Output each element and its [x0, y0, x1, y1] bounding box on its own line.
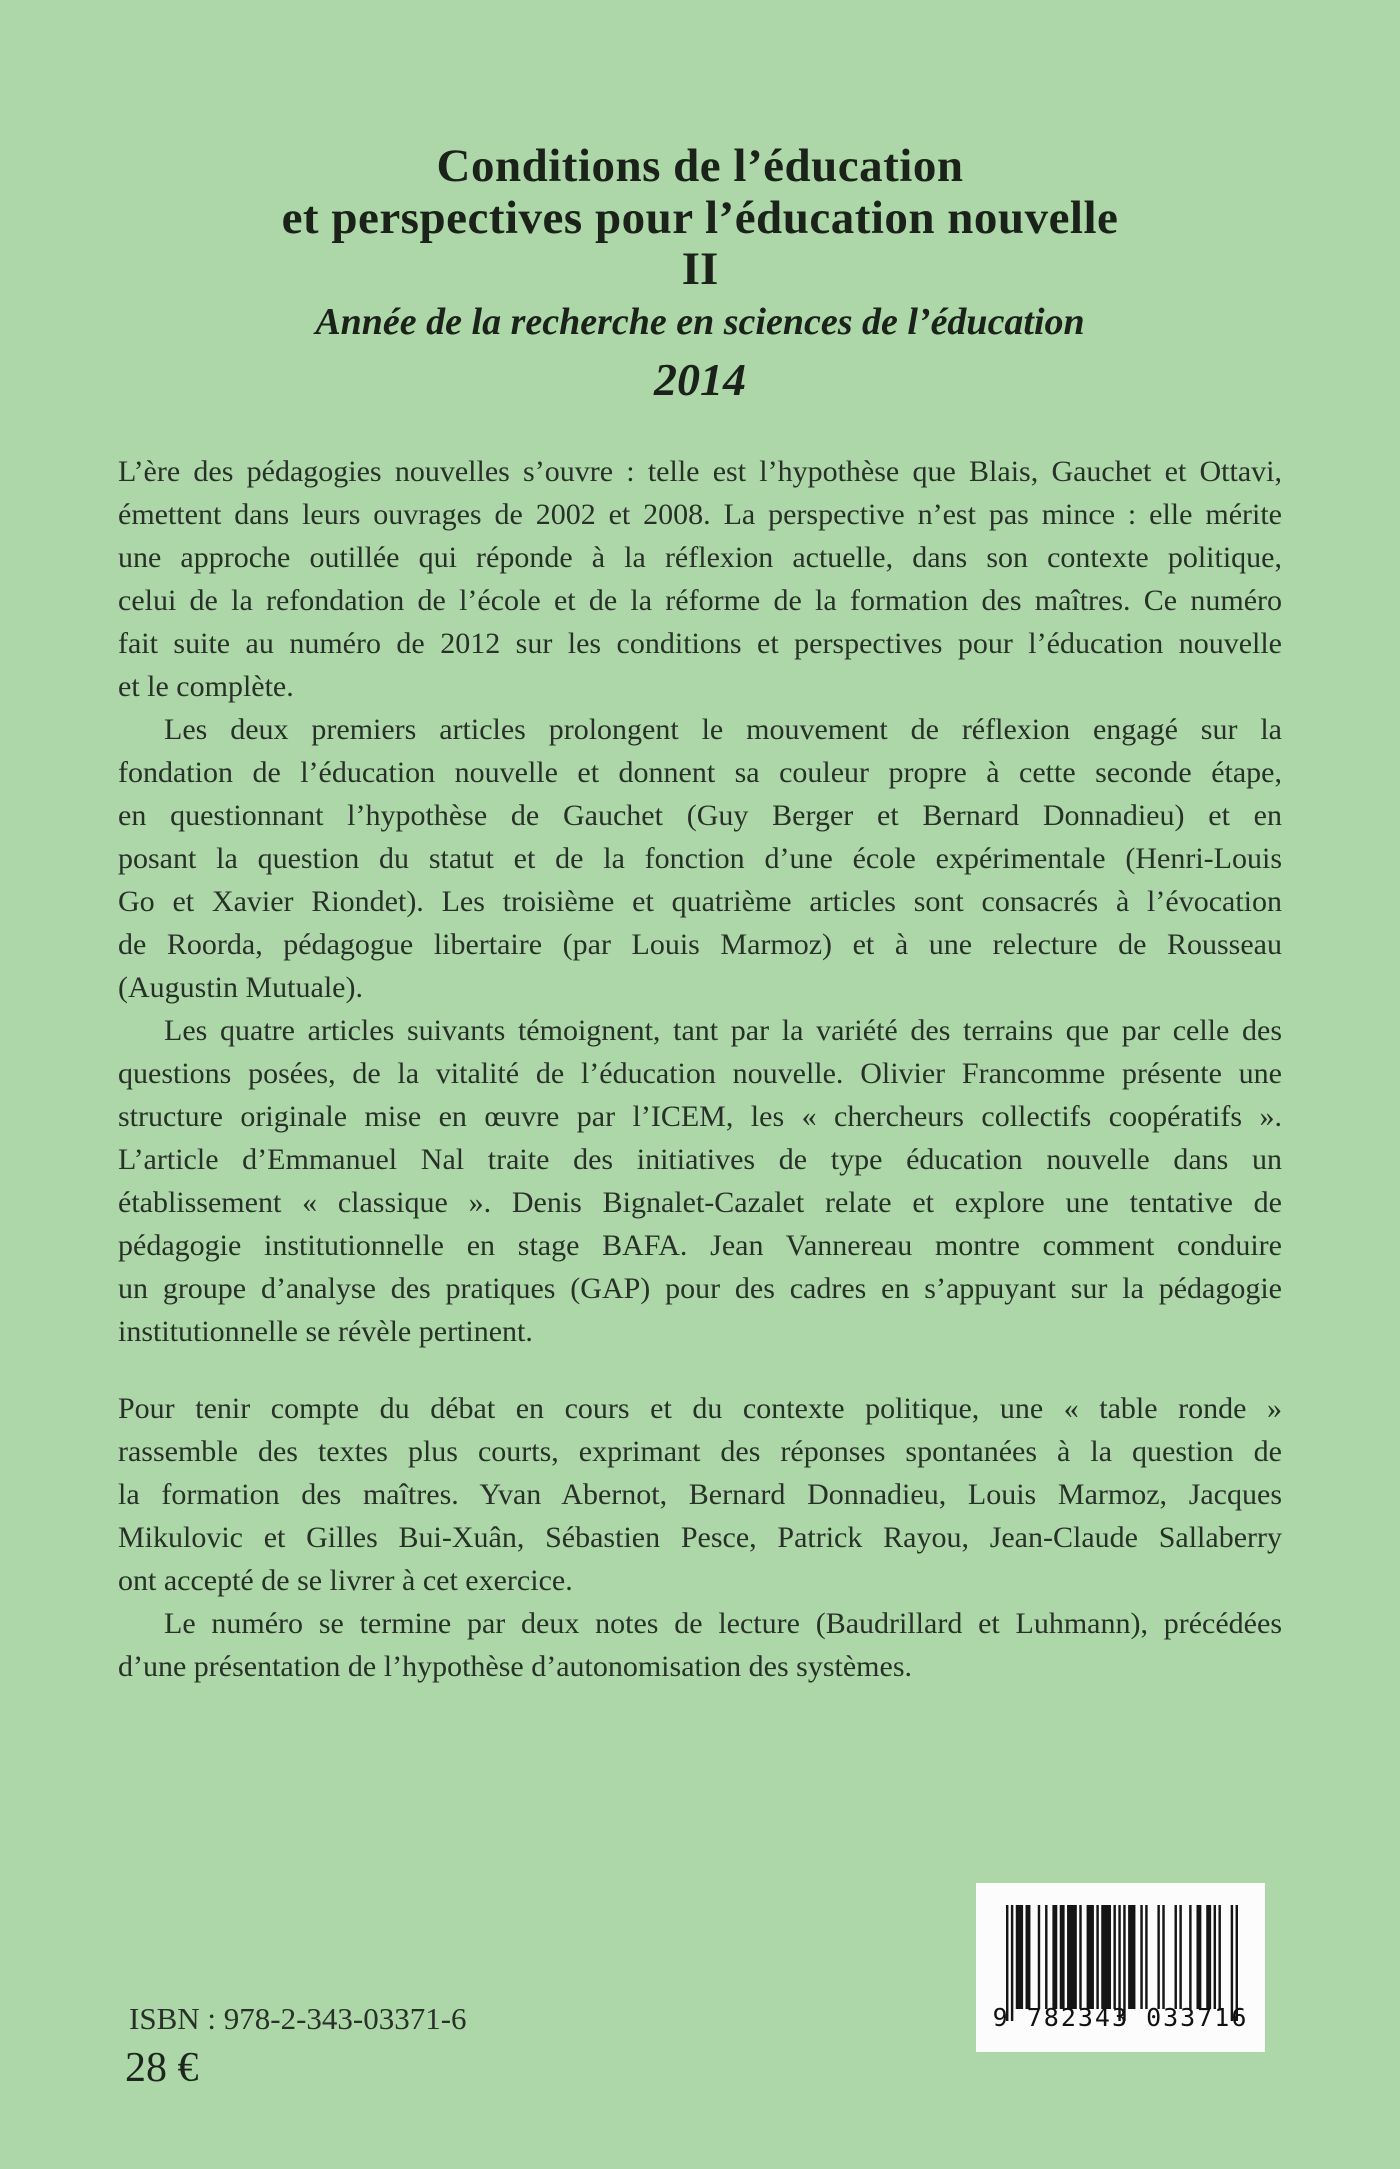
body-line: L’article d’Emmanuel Nal traite des initiatives de type éducation nouvelle dans un: [118, 1143, 1282, 1176]
body-line: une approche outillée qui réponde à la réflexion actuelle, dans son contexte politique,: [118, 541, 1282, 574]
body-line: fondation de l’éducation nouvelle et donnent sa couleur propre à cette seconde étape,: [118, 756, 1282, 789]
body-line: structure originale mise en œuvre par l’ICEM, les « chercheurs collectifs coopératifs ».: [118, 1100, 1282, 1133]
body-line: la formation des maîtres. Yvan Abernot, Bernard Donnadieu, Louis Marmoz, Jacques: [118, 1478, 1282, 1511]
body-line: établissement « classique ». Denis Bignalet-Cazalet relate et explore une tentative de: [118, 1186, 1282, 1219]
title-line-2: et perspectives pour l’éducation nouvelle: [281, 192, 1119, 244]
body-line: ont accepté de se livrer à cet exercice.: [118, 1564, 573, 1597]
edition-year: 2014: [654, 354, 746, 405]
body-line: un groupe d’analyse des pratiques (GAP) pour des cadres en s’appuyant sur la pédagogie: [118, 1272, 1282, 1305]
price-text: 28 €: [125, 2045, 199, 2091]
paragraph: [118, 708, 1282, 1009]
barcode: [976, 1883, 1265, 2052]
body-line: Mikulovic et Gilles Bui-Xuân, Sébastien Pesce, Patrick Rayou, Jean-Claude Sallaberry: [118, 1521, 1282, 1554]
body-line: L’ère des pédagogies nouvelles s’ouvre : telle est l’hypothèse que Blais, Gauchet et Ottavi,: [118, 455, 1282, 488]
body-line: fait suite au numéro de 2012 sur les conditions et perspectives pour l’éducation nouvelle: [118, 627, 1282, 660]
body-line: de Roorda, pédagogue libertaire (par Louis Marmoz) et à une relecture de Rousseau: [118, 928, 1282, 961]
body-line: pédagogie institutionnelle en stage BAFA. Jean Vannereau montre comment conduire: [118, 1229, 1282, 1262]
body-line: Les quatre articles suivants témoignent, tant par la variété des terrains que par celle des: [164, 1014, 1282, 1047]
paragraph: [118, 1602, 1282, 1688]
body-text: [118, 450, 1282, 1688]
title-block: [0, 140, 1400, 406]
isbn-text: ISBN : 978-2-343-03371-6: [129, 2001, 467, 2036]
body-line: rassemble des textes plus courts, exprimant des réponses spontanées à la question de: [118, 1435, 1282, 1468]
body-line: Go et Xavier Riondet). Les troisième et quatrième articles sont consacrés à l’évocation: [118, 885, 1282, 918]
paragraph: [118, 450, 1282, 708]
body-line: posant la question du statut et de la fonction d’une école expérimentale (Henri-Louis: [118, 842, 1282, 875]
paragraph: [118, 1009, 1282, 1353]
title-volume-number: II: [681, 243, 719, 295]
body-line: Les deux premiers articles prolongent le mouvement de réflexion engagé sur la: [164, 713, 1282, 746]
body-line: en questionnant l’hypothèse de Gauchet (Guy Berger et Bernard Donnadieu) et en: [118, 799, 1282, 832]
body-line: émettent dans leurs ouvrages de 2002 et 2008. La perspective n’est pas mince : elle mérite: [118, 498, 1282, 531]
barcode-digits: 9 782343 033716: [992, 2003, 1249, 2032]
title-line-1: Conditions de l’éducation: [436, 140, 964, 192]
paragraph: [118, 1387, 1282, 1602]
body-line: institutionnelle se révèle pertinent.: [118, 1315, 533, 1348]
body-line: questions posées, de la vitalité de l’éducation nouvelle. Olivier Francomme présente une: [118, 1057, 1282, 1090]
body-line: (Augustin Mutuale).: [118, 971, 363, 1004]
body-line: celui de la refondation de l’école et de la réforme de la formation des maîtres. Ce numéro: [118, 584, 1282, 617]
series-subtitle: Année de la recherche en sciences de l’éducation: [315, 301, 1085, 343]
body-line: Pour tenir compte du débat en cours et du contexte politique, une « table ronde »: [118, 1392, 1282, 1425]
body-line: Le numéro se termine par deux notes de lecture (Baudrillard et Luhmann), précédées: [164, 1607, 1282, 1640]
body-line: d’une présentation de l’hypothèse d’autonomisation des systèmes.: [118, 1650, 912, 1683]
body-line: et le complète.: [118, 670, 294, 703]
